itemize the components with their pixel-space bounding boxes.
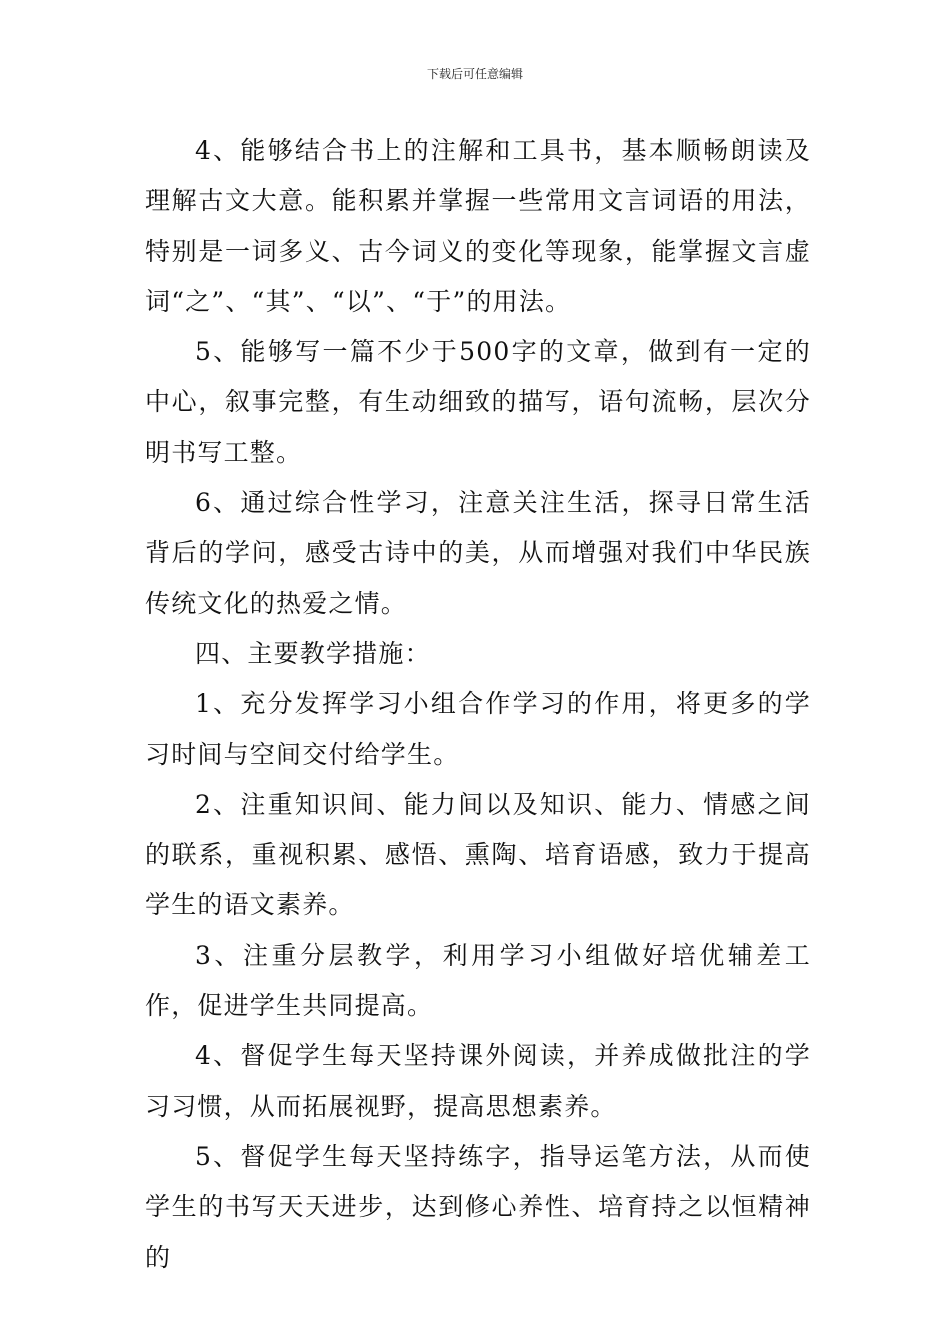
- paragraph-measure-5: 5、督促学生每天坚持练字，指导运笔方法，从而使学生的书写天天进步，达到修心养性、培育持之以恒精神的: [145, 1141, 811, 1272]
- section-heading-teaching-measures: 四、主要教学措施：: [195, 638, 431, 668]
- page-header: 下载后可任意编辑: [426, 67, 523, 81]
- paragraph-measure-1: 1、充分发挥学习小组合作学习的作用，将更多的学习时间与空间交付给学生。: [145, 689, 811, 769]
- paragraph-measure-4: 4、督促学生每天坚持课外阅读，并养成做批注的学习习惯，从而拓展视野，提高思想素养。: [145, 1041, 811, 1121]
- paragraph-objective-6: 6、通过综合性学习，注意关注生活，探寻日常生活背后的学问，感受古诗中的美，从而增强对我们中华民族传统文化的热爱之情。: [145, 488, 811, 618]
- document-body: [145, 126, 811, 1283]
- paragraph-measure-3: 3、注重分层教学，利用学习小组做好培优辅差工作，促进学生共同提高。: [145, 940, 811, 1021]
- paragraph-measure-2: 2、注重知识间、能力间以及知识、能力、情感之间的联系，重视积累、感悟、熏陶、培育语感，致力于提高学生的语文素养。: [145, 789, 811, 920]
- paragraph-objective-5: 5、能够写一篇不少于500字的文章，做到有一定的中心，叙事完整，有生动细致的描写，语句流畅，层次分明书写工整。: [145, 337, 811, 467]
- paragraph-objective-4: 4、能够结合书上的注解和工具书，基本顺畅朗读及理解古文大意。能积累并掌握一些常用文言词语的用法，特别是一词多义、古今词义的变化等现象，能掌握文言虚词“之”、“其”、“以”、“于”的用法。: [145, 136, 811, 316]
